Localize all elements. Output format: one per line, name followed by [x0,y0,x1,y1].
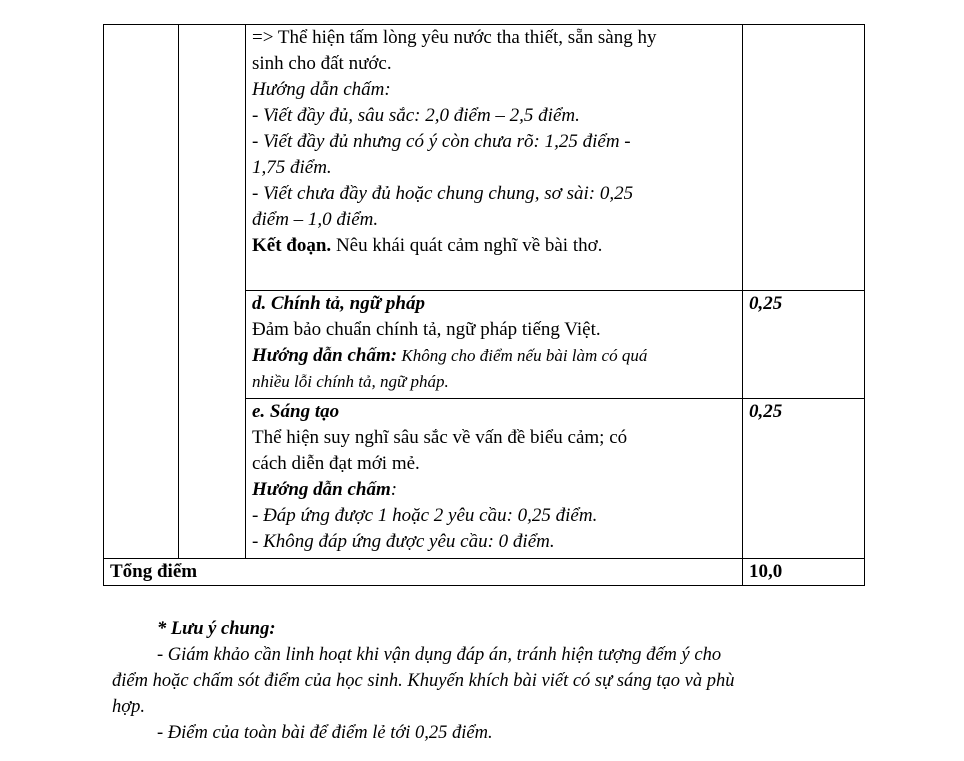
guide-colon: : [390,479,398,500]
content-cell-d [246,291,743,399]
conclusion-text: Nêu khái quát cảm nghĩ về bài thơ. [331,235,603,256]
table-row-total [104,559,865,586]
score-cell-c [743,25,865,291]
note-line: - Điểm của toàn bài để điểm lẻ tới 0,25 điểm. [157,723,493,743]
total-label: Tổng điểm [104,559,743,586]
guide-rule: - Viết chưa đầy đủ hoặc chung chung, sơ sài: 0,25 [252,183,634,204]
guide-rule: điểm – 1,0 điểm. [252,209,379,230]
general-notes [112,616,735,746]
note-line: hợp. [112,697,145,717]
guide-label: Hướng dẫn chấm: [252,345,398,366]
guide-rule: - Đáp ứng được 1 hoặc 2 yêu cầu: 0,25 điểm. [252,505,598,526]
guide-rule: - Viết đầy đủ nhưng có ý còn chưa rõ: 1,25 điểm - [252,131,631,152]
content-line: Đảm bảo chuẩn chính tả, ngữ pháp tiếng Việt. [252,319,601,340]
score-value: 0,25 [749,293,783,314]
conclusion-line [252,233,736,259]
guide-rule: - Không đáp ứng được yêu cầu: 0 điểm. [252,531,555,552]
table-row-section-c [104,25,865,291]
content-line: cách diễn đạt mới mẻ. [252,453,420,474]
guide-rule: - Viết đầy đủ, sâu sắc: 2,0 điểm – 2,5 điểm. [252,105,580,126]
score-cell-d [743,291,865,399]
subsection-cell [179,25,246,559]
guide-line [252,343,736,369]
guide-title: Hướng dẫn chấm: [252,79,391,100]
score-cell-e [743,399,865,559]
content-cell-e [246,399,743,559]
scoring-table [103,24,865,586]
guide-label: Hướng dẫn chấm [252,479,391,500]
guide-rule: 1,75 điểm. [252,157,332,178]
section-heading: d. Chính tả, ngữ pháp [252,293,425,314]
guide-text: Không cho điểm nếu bài làm có quá [397,346,648,365]
guide-text: nhiều lỗi chính tả, ngữ pháp. [252,372,449,391]
section-heading: e. Sáng tạo [252,401,340,422]
content-line: sinh cho đất nước. [252,53,392,74]
guide-line [252,477,736,503]
content-line: => Thể hiện tấm lòng yêu nước tha thiết, sẵn sàng hy [252,27,657,48]
score-value: 0,25 [749,401,783,422]
note-line: điểm hoặc chấm sót điểm của học sinh. Khuyến khích bài viết có sự sáng tạo và phù [112,671,735,691]
notes-title: * Lưu ý chung: [157,619,276,639]
total-value: 10,0 [743,559,865,586]
content-line: Thể hiện suy nghĩ sâu sắc về vấn đề biểu cảm; có [252,427,628,448]
section-cell [104,25,179,559]
note-line: - Giám khảo cần linh hoạt khi vận dụng đáp án, tránh hiện tượng đếm ý cho [157,645,722,665]
conclusion-label: Kết đoạn. [252,235,332,256]
content-cell-c [246,25,743,291]
